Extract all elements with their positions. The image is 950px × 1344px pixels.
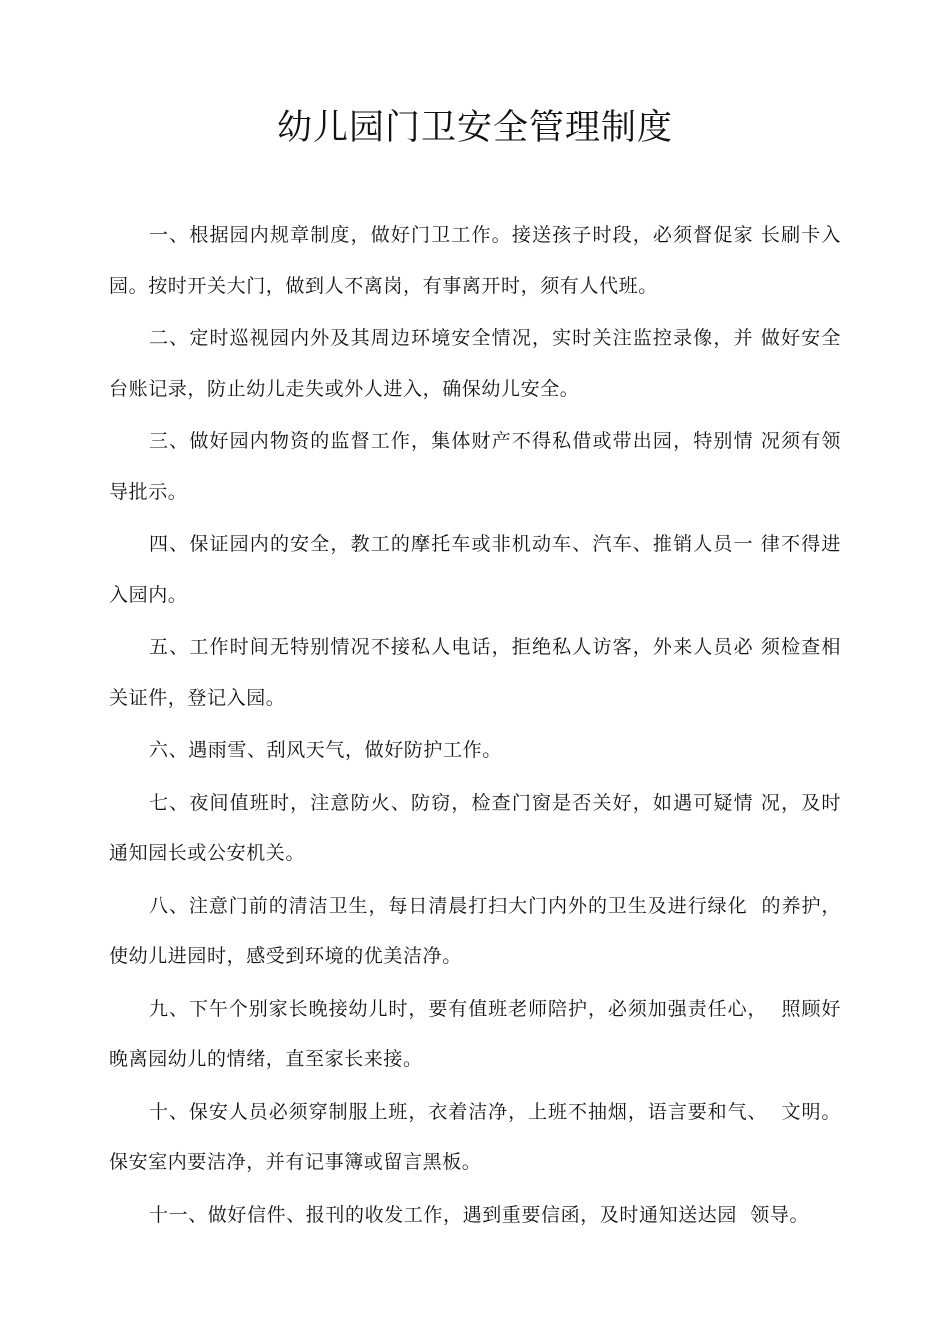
paragraph-9: 九、下午个别家长晚接幼儿时，要有值班老师陪护，必须加强责任心， 照顾好晚离园幼儿的情绪，直至家长来接。 <box>109 997 841 1070</box>
paragraph-2: 二、定时巡视园内外及其周边环境安全情况，实时关注监控录像，并 做好安全台账记录，防止幼儿走失或外人进入，确保幼儿安全。 <box>109 327 841 400</box>
paragraph-8: 八、注意门前的清洁卫生，每日清晨打扫大门内外的卫生及进行绿化 的养护，使幼儿进园时，感受到环境的优美洁净。 <box>109 894 841 967</box>
paragraph-1: 一、根据园内规章制度，做好门卫工作。接送孩子时段，必须督促家 长刷卡入园。按时开关大门，做到人不离岗，有事离开时，须有人代班。 <box>109 224 841 297</box>
paragraph-3: 三、做好园内物资的监督工作，集体财产不得私借或带出园，特别情 况须有领导批示。 <box>109 430 841 503</box>
paragraph-7: 七、夜间值班时，注意防火、防窃，检查门窗是否关好，如遇可疑情 况，及时通知园长或公安机关。 <box>109 791 841 864</box>
paragraph-11: 十一、做好信件、报刊的收发工作，遇到重要信函，及时通知送达园 领导。 <box>149 1203 810 1226</box>
paragraph-4: 四、保证园内的安全，教工的摩托车或非机动车、汽车、推销人员一 律不得进入园内。 <box>109 533 841 606</box>
paragraph-5: 五、工作时间无特别情况不接私人电话，拒绝私人访客，外来人员必 须检查相关证件，登记入园。 <box>109 636 841 709</box>
document-body <box>109 210 841 1242</box>
paragraph-10: 十、保安人员必须穿制服上班，衣着洁净，上班不抽烟，语言要和气、 文明。保安室内要洁净，并有记事簿或留言黑板。 <box>109 1100 841 1173</box>
paragraph-6: 六、遇雨雪、刮风天气，做好防护工作。 <box>149 739 502 761</box>
document-title: 幼儿园门卫安全管理制度 <box>276 108 673 148</box>
